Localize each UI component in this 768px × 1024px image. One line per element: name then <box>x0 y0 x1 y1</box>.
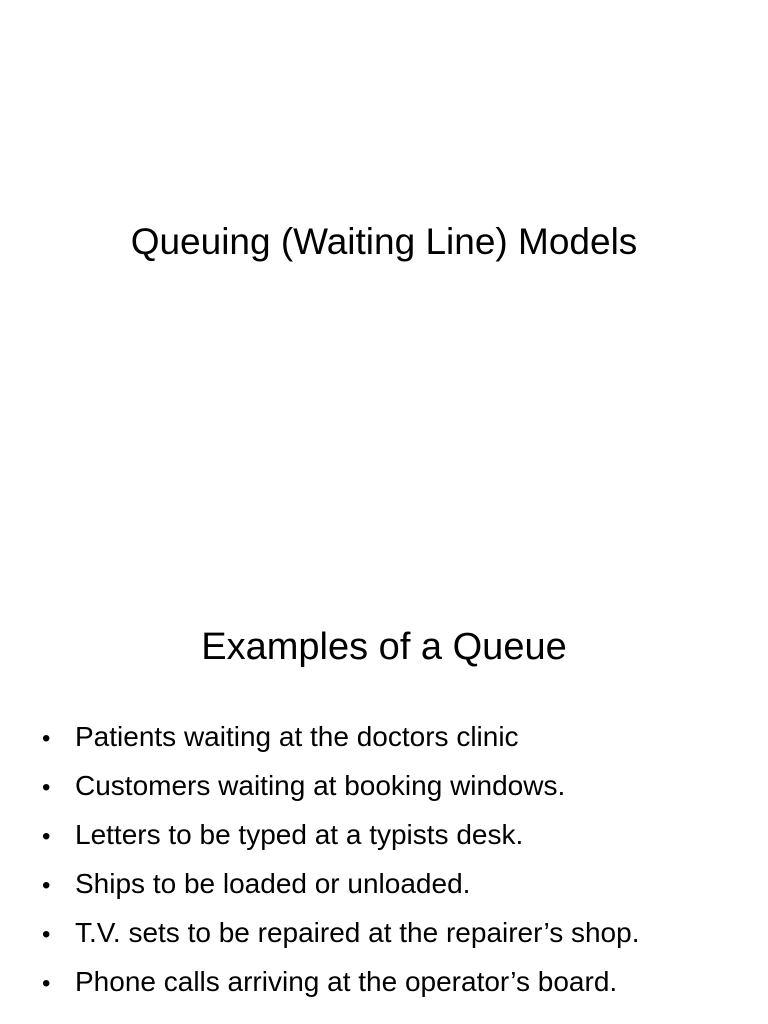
bullet-text: Letters to be typed at a typists desk. <box>75 819 524 850</box>
bullet-item <box>42 859 752 908</box>
bullet-list <box>42 712 752 1006</box>
bullet-icon: • <box>42 872 51 899</box>
bullet-item <box>42 908 752 957</box>
bullet-text: Ships to be loaded or unloaded. <box>75 868 471 899</box>
bullet-icon: • <box>42 970 51 997</box>
bullet-text: Phone calls arriving at the operator’s board. <box>75 966 618 997</box>
bullet-text: T.V. sets to be repaired at the repairer’s shop. <box>75 917 640 948</box>
bullet-icon: • <box>42 921 51 948</box>
bullet-item <box>42 712 752 761</box>
bullet-text: Customers waiting at booking windows. <box>75 770 566 801</box>
slide-title: Queuing (Waiting Line) Models <box>130 221 638 262</box>
bullet-icon: • <box>42 725 51 752</box>
bullet-text: Patients waiting at the doctors clinic <box>75 721 519 752</box>
slide-title: Examples of a Queue <box>201 626 567 668</box>
bullet-icon: • <box>42 823 51 850</box>
slide-2 <box>0 512 768 1024</box>
bullet-item <box>42 957 752 1006</box>
bullet-item <box>42 810 752 859</box>
bullet-icon: • <box>42 774 51 801</box>
bullet-item <box>42 761 752 810</box>
